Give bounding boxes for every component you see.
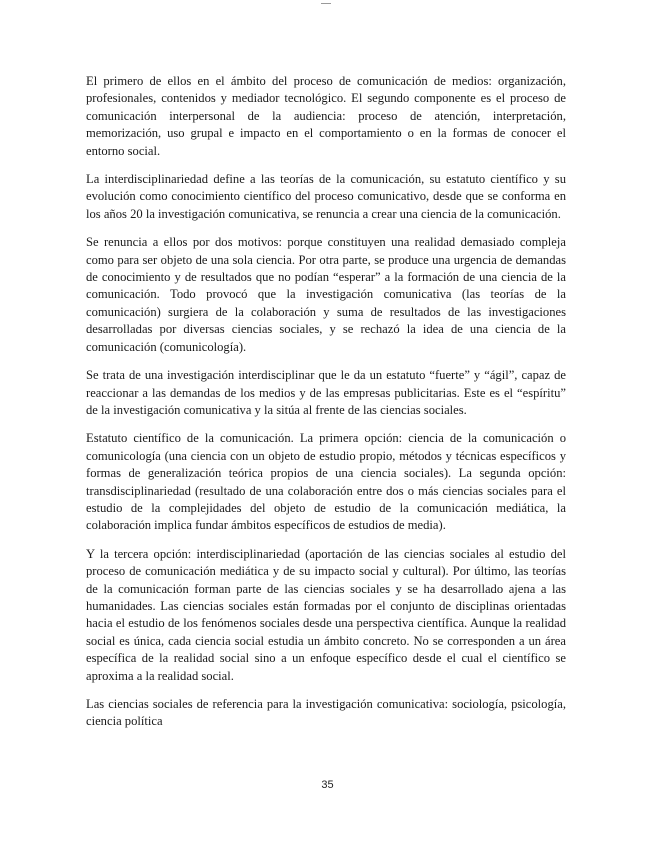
page-body [86,73,566,742]
paragraph-3: Se renuncia a ellos por dos motivos: porque constituyen una realidad demasiado compleja como para ser objeto de una sola ciencia. Por otra parte, se produce una urgencia de demandas de conocimiento y de resultados que no podían “esperar” a la formación de una ciencia de la comunicación. Todo provocó que la investigación comunicativa (las teorías de la comunicación) surgiera de la colaboración y suma de resultados de las investigaciones desarrolladas por diversas ciencias sociales, y se rechazó la idea de una ciencia de la comunicación (comunicología). [86,235,566,354]
page-number: 35 [321,779,334,791]
paragraph-4: Se trata de una investigación interdisciplinar que le da un estatuto “fuerte” y “ágil”, capaz de reaccionar a las demandas de los medios y de las empresas publicitarias. Este es el “espíritu” de la investigación comunicativa y la sitúa al frente de las ciencias sociales. [86,368,566,417]
paragraph-6: Y la tercera opción: interdisciplinariedad (aportación de las ciencias sociales al estudio del proceso de comunicación mediática y de su impacto social y cultural). Por último, las teorías de la comunicación forman parte de las ciencias sociales y se ha desarrollado ajena a las humanidades. Las ciencias sociales están formadas por el conjunto de disciplinas orientadas hacia el estudio de los fenómenos sociales desde una perspectiva científica. Aunque la realidad social es única, cada ciencia social estudia un ámbito concreto. No se corresponden a un área específica de la realidad social sino a un enfoque específico desde el cual el científico se aproxima a la realidad social. [86,546,566,683]
header-mark [321,0,331,4]
paragraph-7: Las ciencias sociales de referencia para la investigación comunicativa: sociología, psicología, ciencia política [86,697,566,729]
paragraph-1: El primero de ellos en el ámbito del proceso de comunicación de medios: organización, profesionales, contenidos y mediador tecnológico. El segundo componente es el proceso de comunicación interpersonal de la audiencia: proceso de atención, interpretación, memorización, uso grupal e impacto en el comportamiento o en la formas de conocer el entorno social. [86,74,566,158]
paragraph-2: La interdisciplinariedad define a las teorías de la comunicación, su estatuto científico y su evolución como conocimiento científico del proceso comunicativo, desde que se conforma en los años 20 la investigación comunicativa, se renuncia a crear una ciencia de la comunicación. [86,172,566,221]
paragraph-5: Estatuto científico de la comunicación. La primera opción: ciencia de la comunicación o comunicología (una ciencia con un objeto de estudio propio, métodos y técnicas específicos y formas de generalización teórica propios de una ciencia sociales). La segunda opción: transdisciplinariedad (resultado de una colaboración entre dos o más ciencias sociales para el estudio de la complejidades del objeto de estudio de la comunicación mediática, la colaboración implica fundar ámbitos específicos de estudios de media). [86,431,566,533]
